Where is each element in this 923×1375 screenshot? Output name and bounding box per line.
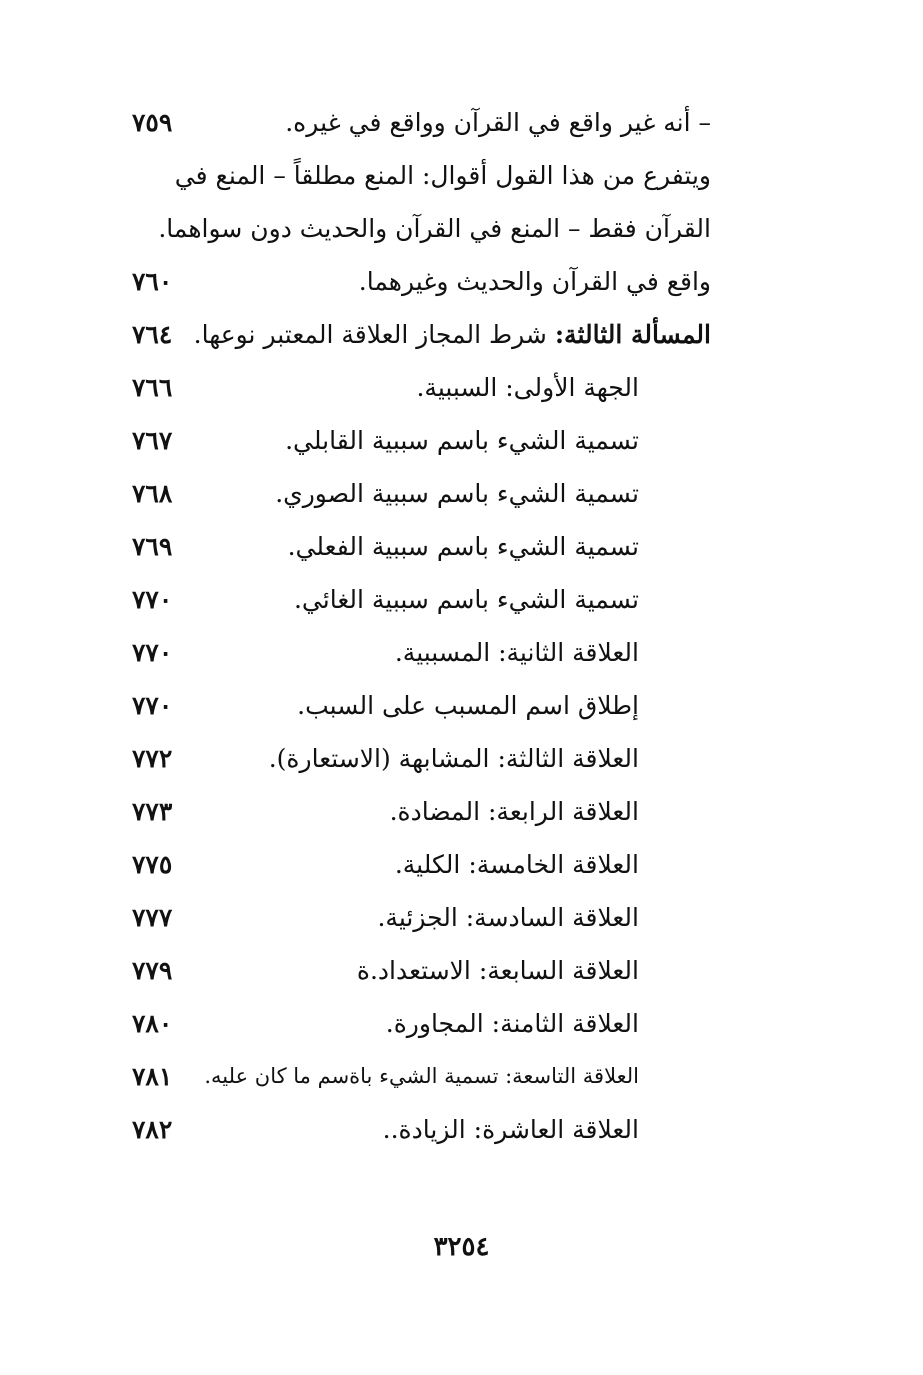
toc-entry-label: المسألة الثالثة: [554,320,711,349]
toc-row [0,149,923,202]
toc-entry-text: العلاقة الخامسة: الكلية. [394,850,639,879]
toc-page-number: ٧٦٧ [132,426,173,455]
toc-page-number: ٧٦٤ [132,320,173,349]
toc-entry-text: تسمية الشيء باسم سببية القابلي. [285,426,639,455]
toc-row [0,997,923,1050]
toc-row [0,1103,923,1156]
toc-entry-text: ويتفرع من هذا القول أقوال: المنع مطلقاً – المنع في [174,161,711,190]
toc-page-number: ٧٧٠ [132,585,173,614]
table-of-contents [0,96,923,1156]
toc-row [0,308,923,361]
toc-page-number: ٧٧٥ [132,850,173,879]
toc-page-number: ٧٨١ [132,1062,173,1091]
toc-entry-heading [194,308,711,361]
toc-page-number: ٧٧٠ [132,638,173,667]
toc-entry-text: تسمية الشيء باسم سببية الصوري. [275,479,639,508]
toc-page-number: ٧٧٢ [132,744,173,773]
toc-entry-text: العلاقة السادسة: الجزئية. [377,903,639,932]
toc-entry-text: إطلاق اسم المسبب على السبب. [297,691,639,720]
toc-row [0,626,923,679]
toc-row [0,944,923,997]
toc-entry-text: العلاقة الثامنة: المجاورة. [385,1009,639,1038]
toc-row [0,255,923,308]
toc-page-number: ٧٧٠ [132,691,173,720]
toc-entry-text: تسمية الشيء باسم سببية الفعلي. [287,532,639,561]
toc-entry-text: العلاقة العاشرة: الزيادة.. [382,1115,639,1144]
toc-page-number: ٧٦٩ [132,532,173,561]
toc-row [0,1050,923,1103]
toc-row [0,520,923,573]
toc-entry-text: شرط المجاز العلاقة المعتبر نوعها. [193,320,555,349]
toc-row [0,785,923,838]
toc-row [0,361,923,414]
toc-entry-text: القرآن فقط – المنع في القرآن والحديث دون سواهما. [158,214,711,243]
toc-entry-text: العلاقة التاسعة: تسمية الشيء باةسم ما كان عليه. [204,1064,639,1088]
toc-entry-text: واقع في القرآن والحديث وغيرهما. [358,267,711,296]
toc-row [0,573,923,626]
toc-page-number: ٧٧٧ [132,903,173,932]
toc-page-number: ٧٧٣ [132,797,173,826]
toc-row [0,838,923,891]
toc-entry-text: الجهة الأولى: السببية. [416,373,639,402]
toc-page-number: ٧٦٦ [132,373,173,402]
toc-entry-text: العلاقة الرابعة: المضادة. [389,797,639,826]
toc-entry-text: العلاقة الثالثة: المشابهة (الاستعارة). [268,744,639,773]
toc-row [0,96,923,149]
toc-entry-text: – أنه غير واقع في القرآن وواقع في غيره. [285,108,711,137]
toc-row [0,202,923,255]
toc-entry-text: تسمية الشيء باسم سببية الغائي. [293,585,639,614]
toc-page-number: ٧٦٨ [132,479,173,508]
toc-row [0,732,923,785]
page-number: ٣٢٥٤ [433,1232,490,1262]
toc-entry-text: العلاقة السابعة: الاستعداد.ة [356,956,639,985]
toc-row [0,467,923,520]
toc-row [0,679,923,732]
toc-page-number: ٧٨٢ [132,1115,173,1144]
toc-page-number: ٧٥٩ [132,108,173,137]
toc-page-number: ٧٨٠ [132,1009,173,1038]
toc-row [0,891,923,944]
toc-row [0,414,923,467]
toc-entry-text: العلاقة الثانية: المسببية. [394,638,639,667]
toc-page-number: ٧٧٩ [132,956,173,985]
toc-page-number: ٧٦٠ [132,267,173,296]
